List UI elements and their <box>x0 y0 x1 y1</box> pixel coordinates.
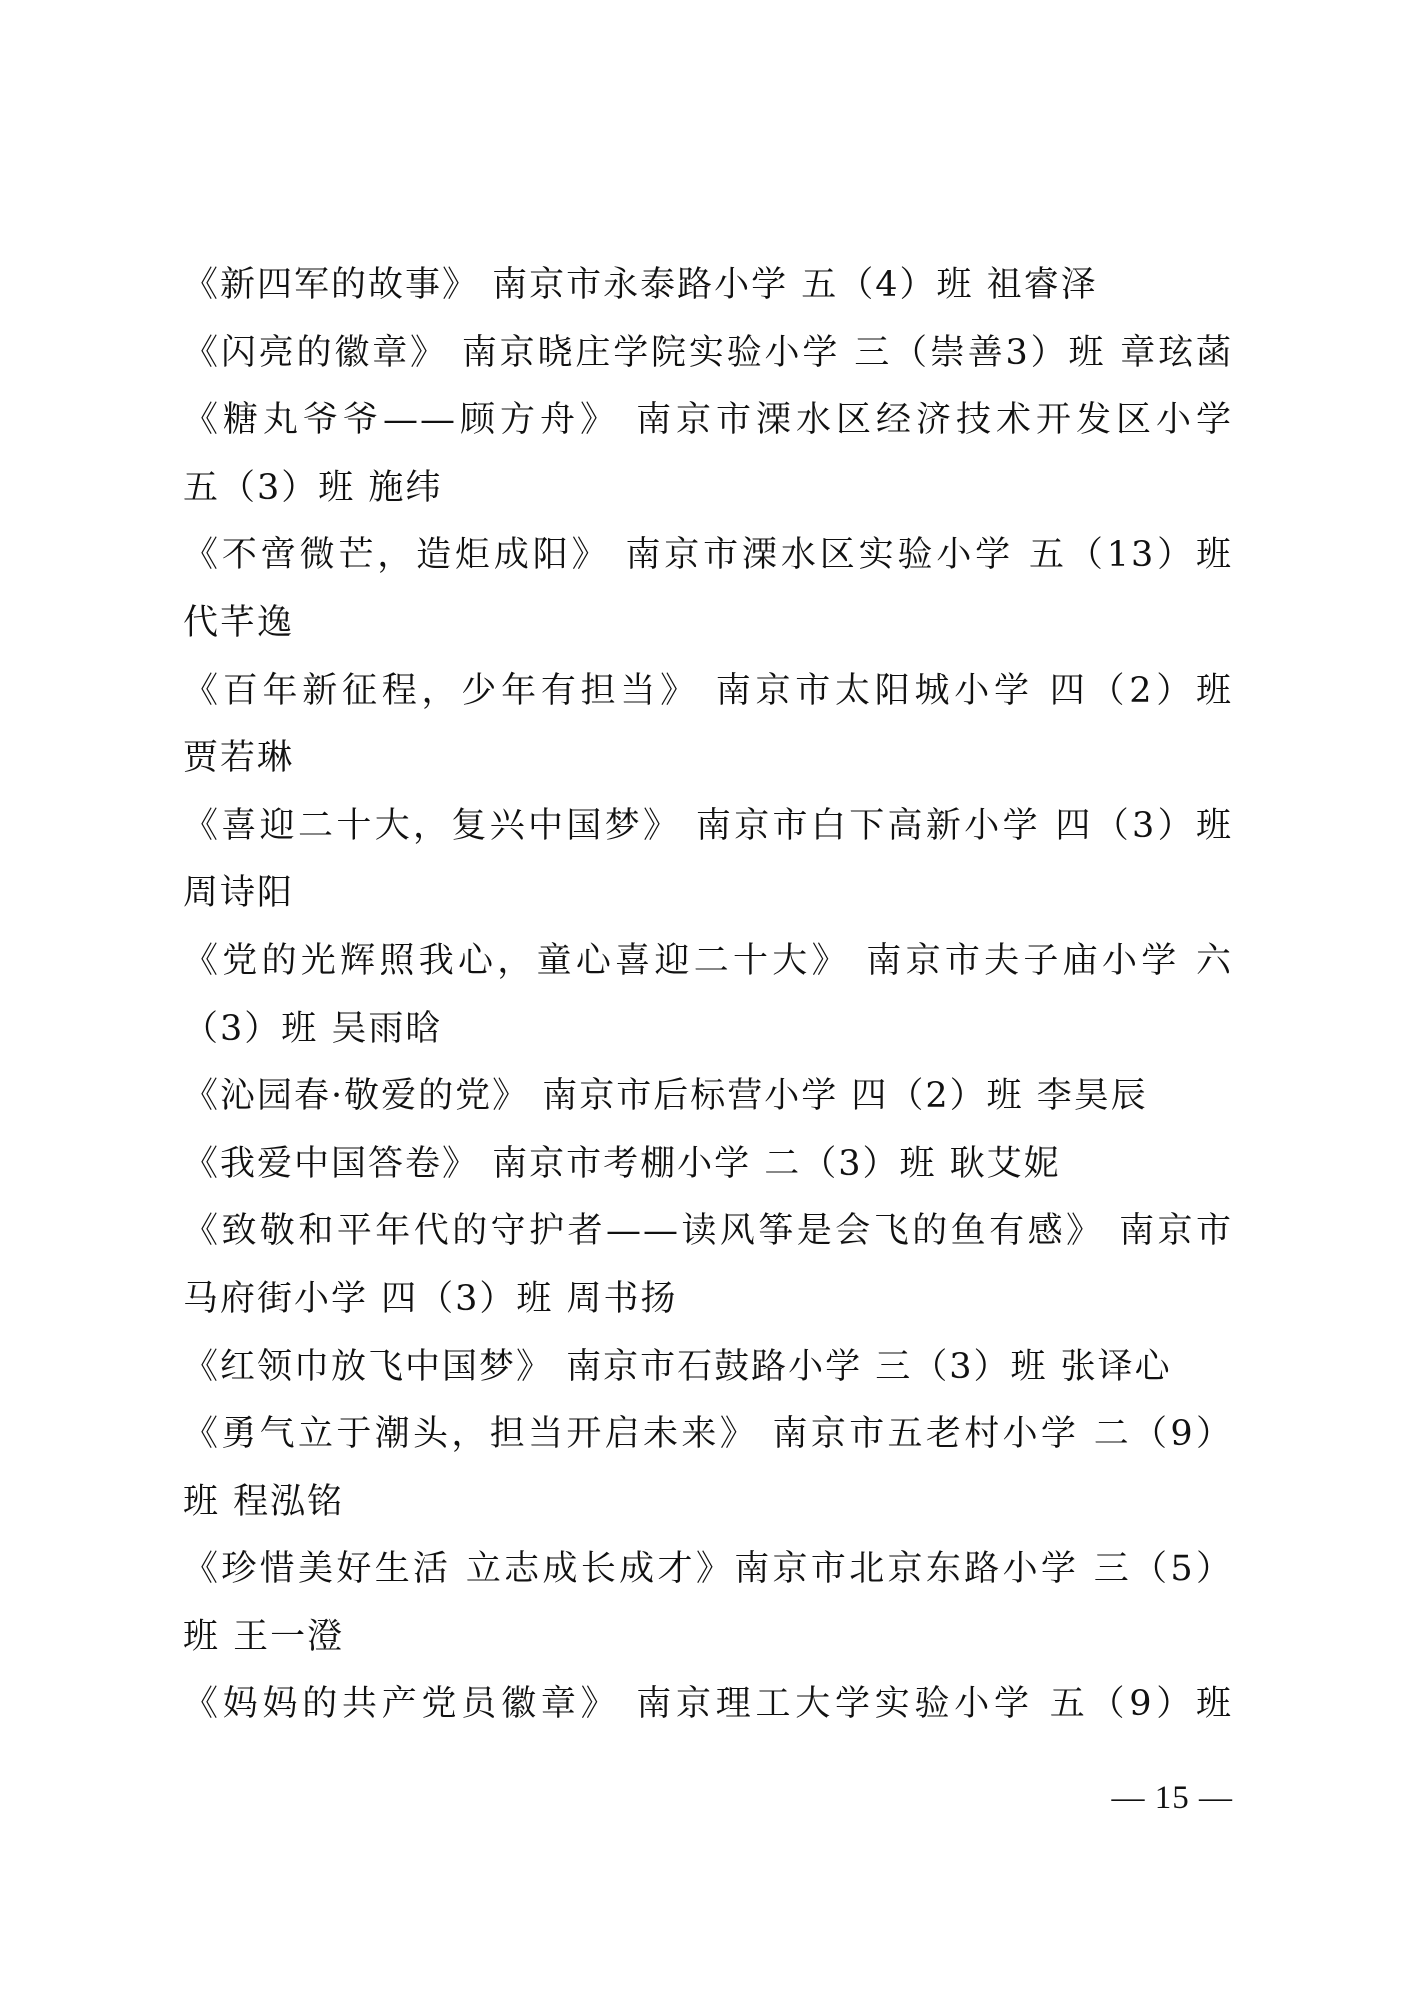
list-line: （3）班 吴雨晗 <box>183 1008 443 1049</box>
list-line: 《党的光辉照我心，童心喜迎二十大》 南京市夫子庙小学 六 <box>183 940 1233 981</box>
list-line: 《妈妈的共产党员徽章》 南京理工大学实验小学 五（9）班 <box>183 1684 1233 1725</box>
list-line: 《不啻微芒，造炬成阳》 南京市溧水区实验小学 五（13）班 <box>183 535 1233 576</box>
list-line: 《沁园春·敬爱的党》 南京市后标营小学 四（2）班 李昊辰 <box>183 1076 1148 1117</box>
list-line: 《新四军的故事》 南京市永泰路小学 五（4）班 祖睿泽 <box>183 265 1098 305</box>
list-line: 周诗阳 <box>183 873 295 914</box>
award-list <box>183 252 1233 1739</box>
list-line: 五（3）班 施纬 <box>183 467 443 508</box>
list-line: 《喜迎二十大，复兴中国梦》 南京市白下高新小学 四（3）班 <box>183 805 1233 846</box>
page-number: — 15 — <box>1111 1780 1233 1816</box>
list-line: 班 王一澄 <box>183 1616 345 1657</box>
list-line: 《勇气立于潮头，担当开启未来》 南京市五老村小学 二（9） <box>183 1414 1233 1455</box>
list-line: 代芊逸 <box>183 602 295 643</box>
list-line: 《我爱中国答卷》 南京市考棚小学 二（3）班 耿艾妮 <box>183 1143 1061 1184</box>
list-line: 《珍惜美好生活 立志成长成才》南京市北京东路小学 三（5） <box>183 1549 1233 1590</box>
list-line: 《致敬和平年代的守护者——读风筝是会飞的鱼有感》 南京市 <box>183 1211 1233 1252</box>
list-line: 贾若琳 <box>183 738 295 779</box>
list-line: 《糖丸爷爷——顾方舟》 南京市溧水区经济技术开发区小学 <box>183 400 1233 441</box>
list-line: 班 程泓铭 <box>183 1481 345 1522</box>
list-line: 《百年新征程，少年有担当》 南京市太阳城小学 四（2）班 <box>183 670 1233 711</box>
list-line: 《红领巾放飞中国梦》 南京市石鼓路小学 三（3）班 张译心 <box>183 1346 1172 1387</box>
list-line: 《闪亮的徽章》 南京晓庄学院实验小学 三（崇善3）班 章玹菡 <box>183 332 1233 373</box>
list-line: 马府街小学 四（3）班 周书扬 <box>183 1278 678 1319</box>
